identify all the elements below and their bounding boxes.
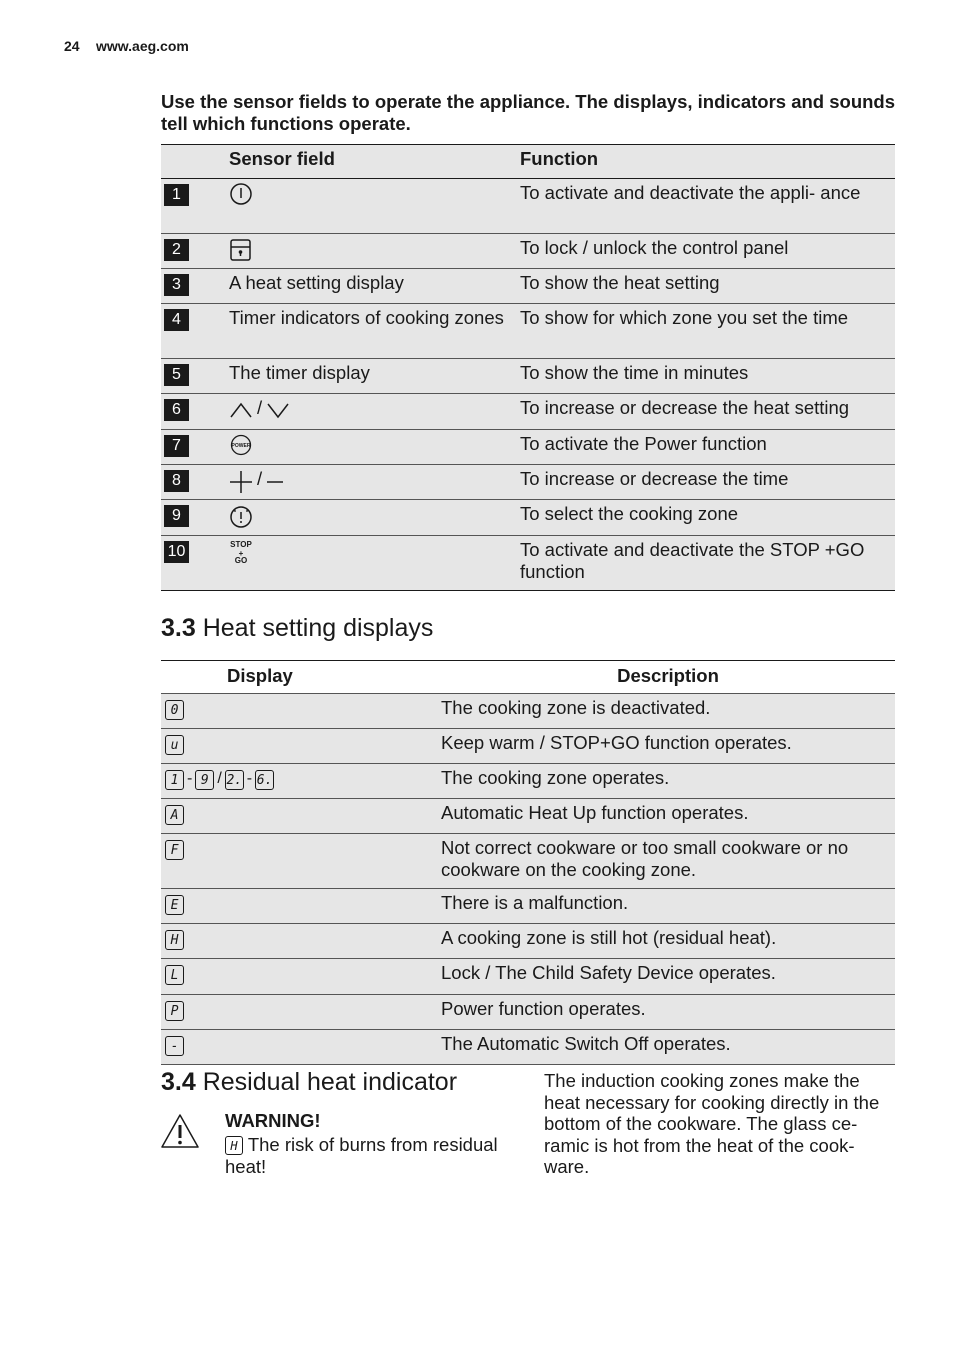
page-number: 24 <box>64 38 80 54</box>
sensor-separator: / <box>257 397 263 418</box>
row-number-badge: 6 <box>164 399 189 421</box>
stop-go-bottom: GO <box>234 556 248 565</box>
table-row <box>161 359 895 394</box>
function-cell: To increase or decrease the heat setting <box>520 397 850 418</box>
display-symbol: 0 <box>165 700 184 720</box>
section-title: Residual heat indicator <box>202 1068 458 1096</box>
description-cell: A cooking zone is still hot (residual heat). <box>441 927 777 948</box>
table-row <box>161 694 895 729</box>
display-symbol: 1 <box>165 770 184 790</box>
display-symbol: - <box>165 1036 184 1056</box>
section-heading-3-4 <box>161 1068 457 1097</box>
on-off-icon <box>229 182 253 206</box>
table-row <box>161 465 895 500</box>
table-header-row <box>161 145 895 179</box>
heat-setting-display-table <box>161 660 895 1065</box>
display-separator: - <box>246 770 253 788</box>
description-cell: Lock / The Child Safety Device operates. <box>441 962 776 983</box>
row-number-badge: 8 <box>164 470 189 492</box>
column-header-description: Description <box>617 665 719 686</box>
row-number-badge: 3 <box>164 274 189 296</box>
description-cell: Keep warm / STOP+GO function operates. <box>441 732 792 753</box>
table-row <box>161 959 895 995</box>
table-row <box>161 924 895 959</box>
lock-icon <box>229 237 253 263</box>
display-symbol: 9 <box>195 770 214 790</box>
section-title: Heat setting displays <box>202 614 434 642</box>
sensor-field-cell: Timer indicators of cooking zones <box>229 307 504 328</box>
row-number-badge: 2 <box>164 239 189 261</box>
warning-triangle-icon <box>160 1113 200 1154</box>
table-row <box>161 834 895 889</box>
row-number-badge: 5 <box>164 364 189 386</box>
table-row <box>161 500 895 536</box>
display-symbol: A <box>165 805 184 825</box>
sensor-field-table <box>161 144 895 591</box>
display-symbol: F <box>165 840 184 860</box>
description-cell: Automatic Heat Up function operates. <box>441 802 749 823</box>
up-arrow-icon <box>229 397 253 421</box>
description-cell: Not correct cookware or too small cookware or no cookware on the cooking zone. <box>441 837 849 880</box>
description-cell: The Automatic Switch Off operates. <box>441 1033 731 1054</box>
description-cell: There is a malfunction. <box>441 892 629 913</box>
minus-icon <box>266 468 284 494</box>
function-cell: To show the heat setting <box>520 272 720 293</box>
table-row <box>161 430 895 465</box>
column-header-display: Display <box>227 665 293 686</box>
table-row <box>161 179 895 234</box>
sensor-separator: / <box>257 468 263 489</box>
description-cell: The cooking zone is deactivated. <box>441 697 711 718</box>
table-row <box>161 394 895 430</box>
function-cell: To increase or decrease the time <box>520 468 789 489</box>
down-arrow-icon <box>266 397 290 421</box>
table-row <box>161 234 895 269</box>
section-heading-3-3 <box>161 614 433 643</box>
table-row <box>161 536 895 591</box>
table-row <box>161 729 895 764</box>
table-row <box>161 799 895 834</box>
description-cell: The cooking zone operates. <box>441 767 670 788</box>
row-number-badge: 4 <box>164 309 189 331</box>
display-separator: / <box>217 770 222 788</box>
warning-title: WARNING! <box>225 1110 321 1131</box>
stop-go-top: STOP <box>230 540 252 549</box>
display-symbol: 6. <box>255 770 274 790</box>
function-cell: To show for which zone you set the time <box>520 307 849 328</box>
power-icon <box>229 433 253 457</box>
power-icon-label: POWER <box>231 443 251 449</box>
table-row <box>161 889 895 924</box>
display-separator: - <box>187 770 193 788</box>
table-header-row <box>161 661 895 694</box>
row-number-badge: 7 <box>164 435 189 457</box>
function-cell: To activate and deactivate the STOP +GO function <box>520 539 865 582</box>
display-symbol: L <box>165 965 184 985</box>
residual-heat-paragraph: The induction cooking zones make the heat necessary for cooking directly in the bottom of the cookware. The glass ce- ramic is hot from the heat of the cook- ware. <box>544 1070 880 1177</box>
table-row <box>161 269 895 304</box>
table-row <box>161 764 895 799</box>
table-row <box>161 304 895 359</box>
intro-paragraph: Use the sensor fields to operate the appliance. The displays, indicators and sounds tell which functions operate. <box>161 91 896 134</box>
display-symbol: u <box>165 735 184 755</box>
section-number: 3.4 <box>161 1068 196 1096</box>
zone-select-icon <box>229 503 253 529</box>
function-cell: To lock / unlock the control panel <box>520 237 789 258</box>
table-row <box>161 1030 895 1065</box>
plus-icon <box>229 468 253 494</box>
description-cell: Power function operates. <box>441 998 646 1019</box>
sensor-field-cell: The timer display <box>229 362 370 383</box>
table-row <box>161 995 895 1030</box>
stop-go-icon <box>229 539 255 567</box>
row-number-badge: 9 <box>164 505 189 527</box>
column-header-function: Function <box>520 148 599 169</box>
display-symbol: H <box>165 930 184 950</box>
residual-heat-symbol: H <box>225 1136 243 1155</box>
function-cell: To activate the Power function <box>520 433 767 454</box>
website-url[interactable]: www.aeg.com <box>96 38 189 54</box>
row-number-badge: 10 <box>164 541 189 563</box>
warning-message: The risk of burns from residual heat! <box>225 1134 498 1177</box>
function-cell: To select the cooking zone <box>520 503 739 524</box>
display-symbol: E <box>165 895 184 915</box>
display-symbol: 2. <box>225 770 244 790</box>
function-cell: To show the time in minutes <box>520 362 749 383</box>
warning-text <box>225 1134 525 1178</box>
function-cell: To activate and deactivate the appli- ance <box>520 182 861 203</box>
stop-go-plus: + <box>238 549 244 558</box>
column-header-sensor-field: Sensor field <box>229 148 335 169</box>
display-symbol: P <box>165 1001 184 1021</box>
row-number-badge: 1 <box>164 184 189 206</box>
sensor-field-cell: A heat setting display <box>229 272 404 293</box>
section-number: 3.3 <box>161 614 196 642</box>
